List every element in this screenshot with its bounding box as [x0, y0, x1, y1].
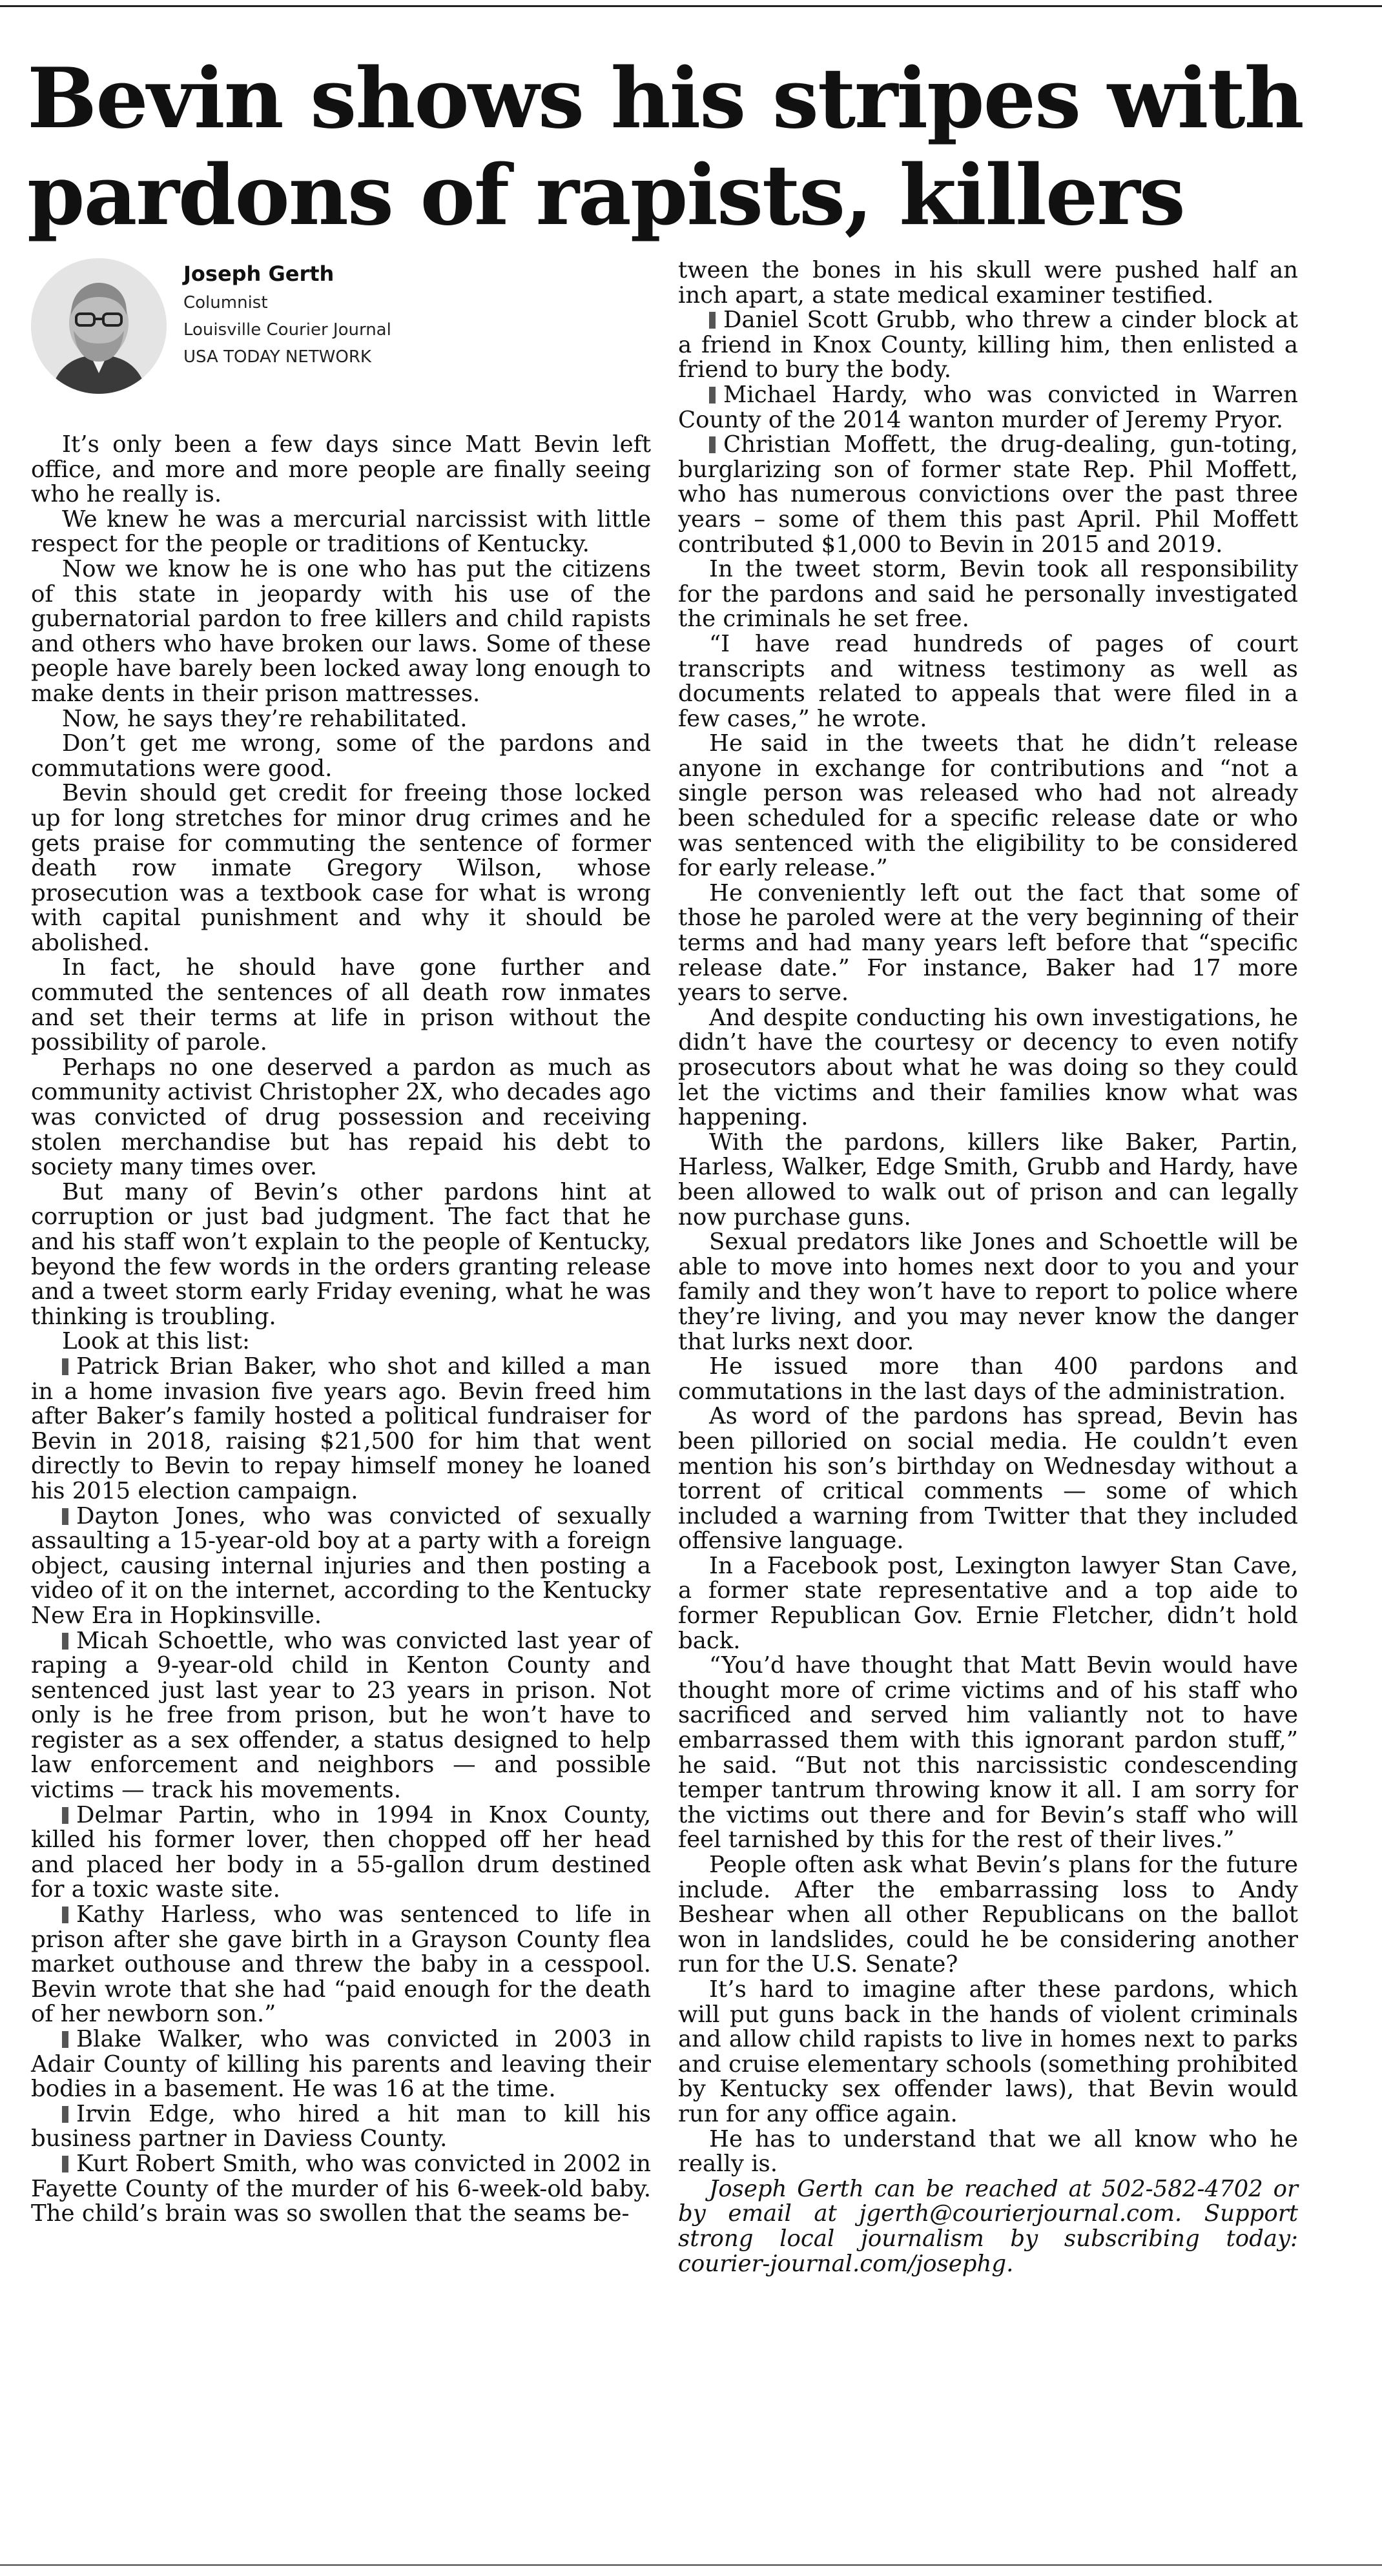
paragraph: He conveniently left out the fact that some of those he paroled were at the very beginning of their terms and had many years left before that “specific release date.” For instance, Baker had 17 more years to serve. — [678, 879, 1298, 1007]
paragraph: He has to understand that we all know who he really is. — [678, 2125, 1298, 2178]
list-item-text: Christian Moffett, the drug-dealing, gun-toting, burglarizing son of former state Rep. Phil Moffett, who has numerous convictions over the past three years – some of them this past April. Phil Moffett contributed $1,000 to Bevin in 2015 and 2019. — [678, 431, 1298, 558]
byline-text — [183, 258, 635, 371]
paragraph: As word of the pardons has spread, Bevin has been pilloried on social media. He couldn’t even mention his son’s birthday on Wednesday without a torrent of critical comments — some of which included a warning from Twitter that they included offensive language. — [678, 1403, 1298, 1555]
paragraph: It’s hard to imagine after these pardons, which will put guns back in the hands of violent criminals and allow child rapists to live in homes next to parks and cruise elementary schools (something prohibited by Kentucky sex offender laws), that Bevin would run for any office again. — [678, 1976, 1298, 2127]
author-portrait-icon — [31, 258, 167, 394]
article-column-1 — [31, 433, 651, 2227]
list-item — [31, 2102, 651, 2152]
network-name: USA TODAY NETWORK — [183, 347, 371, 367]
bullet-icon — [62, 1633, 68, 1650]
list-item-text: Patrick Brian Baker, who shot and killed a man in a home invasion five years ago. Bevin freed him after Baker’s family hosted a political fundraiser for Bevin in 2018, raising $21,500 for him that went directly to Bevin to repay himself money he loaned his 2015 election campaign. — [31, 1353, 651, 1504]
paragraph: Now, he says they’re rehabilitated. — [62, 705, 468, 732]
bottom-rule — [0, 2564, 1382, 2566]
list-item-text: Daniel Scott Grubb, who threw a cinder block at a friend in Knox County, killing him, then enlisted a friend to bury the body. — [678, 307, 1298, 383]
paragraph: In fact, he should have gone further and commuted the sentences of all death row inmates and set their terms at life in prison without the possibility of parole. — [31, 954, 651, 1056]
paragraph: He issued more than 400 pardons and commutations in the last days of the administration. — [678, 1353, 1298, 1405]
publication-name: Louisville Courier Journal — [183, 320, 391, 340]
list-item — [31, 1504, 651, 1629]
headline-line-2: pardons of rapists, killers — [27, 147, 1184, 244]
paragraph: Sexual predators like Jones and Schoettle will be able to move into homes next door to you and your family and they won’t have to report to police where they’re living, and you may never know the danger that lurks next door. — [678, 1229, 1298, 1355]
paragraph: But many of Bevin’s other pardons hint at corruption or just bad judgment. The fact that he and his staff won’t explain to the people of Kentucky, beyond the few words in the orders granting release and a tweet storm early Friday evening, what he was thinking is troubling. — [31, 1178, 651, 1330]
top-rule — [0, 5, 1382, 7]
paragraph: It’s only been a few days since Matt Bevin left office, and more and more people are finally seeing who he really is. — [31, 431, 651, 508]
bullet-icon — [62, 1906, 68, 1923]
byline — [31, 258, 645, 407]
list-item — [678, 433, 1298, 557]
bullet-icon — [709, 387, 716, 404]
paragraph: Bevin should get credit for freeing those locked up for long stretches for minor drug crimes and he gets praise for commuting the sentence of former death row inmate Gregory Wilson, whose prosecution was a textbook case for what is wrong with capital punishment and why it should be abolished. — [31, 780, 651, 956]
paragraph: Look at this list: — [62, 1328, 250, 1355]
author-title: Columnist — [183, 293, 268, 312]
bullet-icon — [62, 1358, 68, 1375]
bullet-icon — [62, 1508, 68, 1525]
list-item — [31, 1903, 651, 2027]
paragraph: Don’t get me wrong, some of the pardons and commutations were good. — [31, 730, 651, 782]
list-item — [31, 1354, 651, 1504]
paragraph: “I have read hundreds of pages of court transcripts and witness testimony as well as documents related to appeals that were filed in a few cases,” he wrote. — [678, 630, 1298, 732]
paragraph: Perhaps no one deserved a pardon as much as community activist Christopher 2X, who decades ago was convicted of drug possession and receiving stolen merchandise but has repaid his debt to society many times over. — [31, 1054, 651, 1181]
list-item-text: Micah Schoettle, who was convicted last year of raping a 9-year-old child in Kenton County and sentenced just last year to 23 years in prison. Not only is he free from prison, but he won’t have to register as a sex offender, a status designed to help law enforcement and neighbors — and possible victims — track his movements. — [31, 1627, 651, 1804]
paragraph: With the pardons, killers like Baker, Partin, Harless, Walker, Edge Smith, Grubb and Hardy, have been allowed to walk out of prison and can legally now purchase guns. — [678, 1129, 1298, 1231]
paragraph: Now we know he is one who has put the citizens of this state in jeopardy with his use of the gubernatorial pardon to free killers and child rapists and others who have broken our laws. Some of these people have barely been locked away long enough to make dents in their prison mattresses. — [31, 555, 651, 707]
headline — [27, 50, 1364, 244]
bullet-icon — [62, 2031, 68, 2048]
paragraph: And despite conducting his own investigations, he didn’t have the courtesy or decency to even notify prosecutors about what he was doing so they could let the victims and their families know what was happening. — [678, 1004, 1298, 1131]
list-item-text: Irvin Edge, who hired a hit man to kill his business partner in Daviess County. — [31, 2100, 651, 2152]
list-item-text: Kurt Robert Smith, who was convicted in 2002 in Fayette County of the murder of his 6-week-old baby. The child’s brain was so swollen that the seams be- — [31, 2150, 651, 2227]
paragraph: People often ask what Bevin’s plans for the future include. After the embarrassing loss to Andy Beshear when all other Republicans on the ballot won in landslides, could he be considering another run for the U.S. Senate? — [678, 1852, 1298, 1978]
author-photo — [31, 258, 167, 394]
paragraph: In the tweet storm, Bevin took all responsibility for the pardons and said he personally investigated the criminals he set free. — [678, 556, 1298, 633]
article-column-2 — [678, 258, 1298, 2276]
bullet-icon — [709, 436, 716, 453]
paragraph-continuation: tween the bones in his skull were pushed half an inch apart, a state medical examiner testified. — [678, 257, 1298, 309]
author-name: Joseph Gerth — [183, 261, 335, 286]
bullet-icon — [62, 2106, 68, 2123]
paragraph: He said in the tweets that he didn’t release anyone in exchange for contributions and “not a single person was released who had not already been scheduled for a specific release date or who was sentenced with the eligibility to be considered for early release.” — [678, 730, 1298, 882]
list-item-text: Delmar Partin, who in 1994 in Knox County, killed his former lover, then chopped off her head and placed her body in a 55-gallon drum destined for a toxic waste site. — [31, 1801, 651, 1903]
list-item — [31, 2152, 651, 2227]
author-tagline: Joseph Gerth can be reached at 502-582-4702 or by email at jgerth@courierjournal.com. Support strong local journalism by subscribing today: courier-journal.com/josephg. — [678, 2175, 1298, 2277]
list-item — [678, 308, 1298, 383]
list-item-text: Michael Hardy, who was convicted in Warren County of the 2014 wanton murder of Jeremy Pryor. — [678, 381, 1298, 433]
list-item — [31, 1629, 651, 1803]
list-item — [678, 383, 1298, 433]
list-item — [31, 1803, 651, 1903]
paragraph: “You’d have thought that Matt Bevin would have thought more of crime victims and of his staff who sacrificed and served him valiantly not to have embarrassed them with this ignorant pardon stuff,” he said. “But not this narcissistic condescending temper tantrum throwing know it all. I am sorry for the victims out there and for Bevin’s staff who will feel tarnished by this for the rest of their lives.” — [678, 1652, 1298, 1854]
list-item-text: Kathy Harless, who was sentenced to life in prison after she gave birth in a Grayson County flea market outhouse and threw the baby in a cesspool. Bevin wrote that she had “paid enough for the death of her newborn son.” — [31, 1901, 651, 2028]
bullet-icon — [709, 312, 716, 329]
list-item-text: Blake Walker, who was convicted in 2003 in Adair County of killing his parents and leaving their bodies in a basement. He was 16 at the time. — [31, 2026, 651, 2103]
list-item — [31, 2027, 651, 2102]
bullet-icon — [62, 1807, 68, 1824]
bullet-icon — [62, 2156, 68, 2172]
headline-line-1: Bevin shows his stripes with — [27, 50, 1303, 147]
list-item-text: Dayton Jones, who was convicted of sexually assaulting a 15-year-old boy at a party with a foreign object, causing internal injuries and then posting a video of it on the internet, according to the Kentucky New Era in Hopkinsville. — [31, 1502, 651, 1629]
paragraph: In a Facebook post, Lexington lawyer Stan Cave, a former state representative and a top aide to former Republican Gov. Ernie Fletcher, didn’t hold back. — [678, 1552, 1298, 1654]
paragraph: We knew he was a mercurial narcissist with little respect for the people or traditions of Kentucky. — [31, 506, 651, 558]
